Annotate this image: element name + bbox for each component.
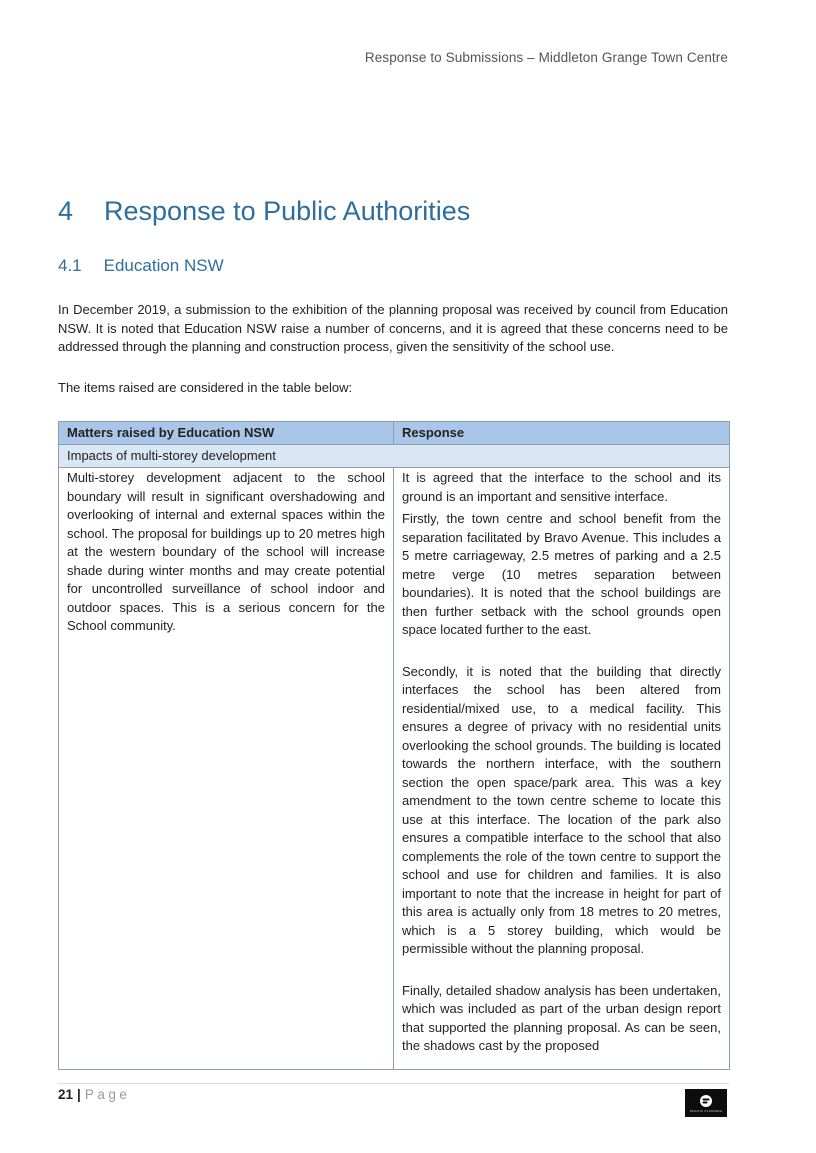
response-paragraph: Finally, detailed shadow analysis has been undertaken, which was included as part of the urban design report that supported the planning proposal. As can be seen, the shadows cast by the proposed xyxy=(402,982,721,1053)
section-title xyxy=(58,256,224,276)
footer-divider xyxy=(58,1083,729,1084)
response-paragraph: Secondly, it is noted that the building that directly interfaces the school has been altered from residential/mixed use, to a medical facility. This ensures a degree of privacy with no residential units overlooking the school grounds. The building is located towards the northern interface, with the southern section the open space/park area. This was a key amendment to the town centre scheme to locate this use at this interface. The location of the park also ensures a compatible interface to the school that also complements the role of the town centre to support the school and use for children and families. It is also important to note that the increase in height for part of this area is actually only from 18 metres to 20 metres, which is a 5 storey building, which would be permissible without the planning proposal. xyxy=(402,663,721,956)
intro-paragraph: In December 2019, a submission to the exhibition of the planning proposal was received by council from Education NSW. It is noted that Education NSW raise a number of concerns, and it is agreed that these concerns need to be addressed through the planning and construction process, given the sensitivity of the school use. xyxy=(58,302,728,354)
column-header-matters: Matters raised by Education NSW xyxy=(59,422,394,445)
chapter-number: 4 xyxy=(58,196,74,226)
page-number xyxy=(58,1087,130,1102)
chapter-title xyxy=(58,196,470,227)
table-row xyxy=(59,468,730,1070)
logo-text: PACIFIC PLANNING xyxy=(689,1108,723,1113)
logo-mark-icon xyxy=(699,1094,713,1108)
table-subheading-row xyxy=(59,445,730,468)
response-cell xyxy=(394,468,730,1070)
page-number-value: 21 xyxy=(58,1087,74,1102)
table-subheading: Impacts of multi-storey development xyxy=(59,445,730,468)
response-paragraph: Firstly, the town centre and school benefit from the separation facilitated by Bravo Avenue. This includes a 5 metre carriageway, 2.5 metres of parking and a 2.5 metre verge (10 metres separation between boundaries). It is noted that the school buildings are then further setback with the school grounds open space located further to the east. xyxy=(402,511,721,637)
page-number-separator: | xyxy=(77,1087,81,1102)
response-paragraph: It is agreed that the interface to the school and its ground is an important and sensitive interface. xyxy=(402,470,721,504)
chapter-heading: Response to Public Authorities xyxy=(104,196,471,226)
matters-table xyxy=(58,421,730,1070)
section-heading: Education NSW xyxy=(103,256,224,275)
running-header: Response to Submissions – Middleton Grange Town Centre xyxy=(364,50,728,65)
pacific-planning-logo-icon xyxy=(685,1089,727,1117)
column-header-response: Response xyxy=(394,422,730,445)
section-number: 4.1 xyxy=(58,256,82,275)
page-word: Page xyxy=(84,1087,131,1102)
matter-text: Multi-storey development adjacent to the school boundary will result in significant overshadowing and overlooking of internal and external spaces within the school. The proposal for buildings up to 20 metres high at the western boundary of the school will increase shade during winter months and may create potential for uncontrolled surveillance of school indoor and outdoor spaces. This is a serious concern for the School community. xyxy=(67,470,385,633)
table-header-row xyxy=(59,422,730,445)
matter-cell xyxy=(59,468,394,1070)
table-intro-paragraph: The items raised are considered in the table below: xyxy=(58,380,353,395)
